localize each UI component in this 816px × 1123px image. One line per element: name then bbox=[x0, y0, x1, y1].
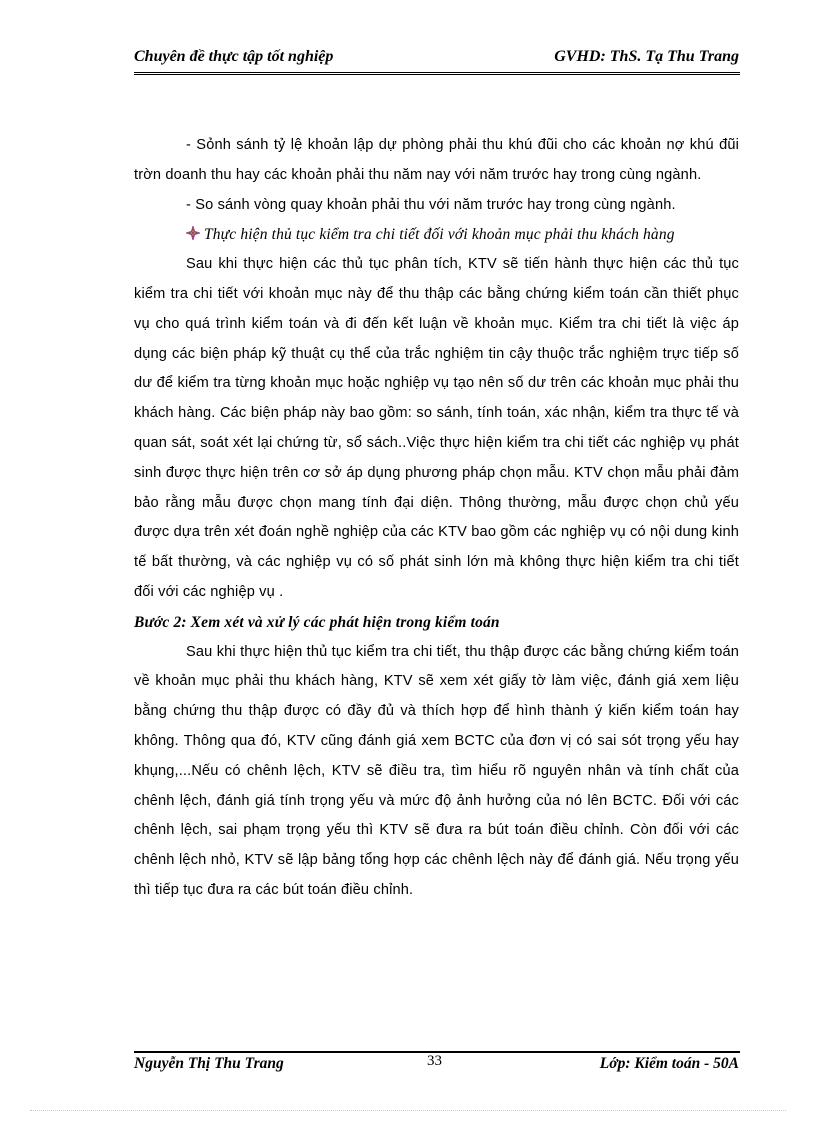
step-2-heading: Bước 2: Xem xét và xử lý các phát hiện trong kiểm toán bbox=[134, 613, 500, 631]
footer-class: Lớp: Kiểm toán - 50A bbox=[599, 1055, 739, 1072]
header-supervisor: GVHD: ThS. Tạ Thu Trang bbox=[554, 48, 739, 65]
paragraph-comparison-provision: - Sỏnh sánh tỷ lệ khoản lập dự phòng phải thu khú đũi cho các khoản nợ khú đũi trờn doanh thu hay các khoản phải thu năm nay với năm trước hay trong cùng ngành. bbox=[134, 137, 739, 183]
footer-author: Nguyễn Thị Thu Trang bbox=[134, 1055, 284, 1072]
header-title: Chuyên đề thực tập tốt nghiệp bbox=[134, 48, 334, 65]
subheading-text: Thực hiện thủ tục kiểm tra chi tiết đối với khoản mục phải thu khách hàng bbox=[204, 226, 675, 244]
page-header bbox=[134, 48, 739, 72]
subheading-detail-tests bbox=[134, 220, 739, 250]
page-edge-dotted-line bbox=[30, 1110, 786, 1111]
page-footer bbox=[134, 1055, 739, 1079]
header-divider bbox=[134, 72, 740, 75]
paragraph-review-findings: Sau khi thực hiện thủ tục kiểm tra chi tiết, thu thập được các bằng chứng kiểm toán về khoản mục phải thu khách hàng, KTV sẽ xem xét giấy tờ làm việc, đánh giá xem liệu bằng chứng thu thập được có đầy đủ và thích hợp để hình thành ý kiến kiểm toán hay không. Thông qua đó, KTV cũng đánh giá xem BCTC của đơn vị có sai sót trọng yếu hay khụng,...Nếu có chênh lệch, KTV sẽ điều tra, tìm hiểu rõ nguyên nhân và tính chất của chênh lệch, đánh giá tính trọng yếu và mức độ ảnh hưởng của nó lên BCTC. Đối với các chênh lệch, sai phạm trọng yếu thì KTV sẽ đưa ra bút toán điều chỉnh. Còn đối với các chênh lệch nhỏ, KTV sẽ lập bảng tổng hợp các chênh lệch này để đánh giá. Nếu trọng yếu thì tiếp tục đưa ra các bút toán điều chỉnh. bbox=[134, 643, 739, 898]
four-point-star-bullet-icon bbox=[186, 221, 200, 235]
page-number: 33 bbox=[427, 1053, 442, 1069]
paragraph-comparison-turnover: - So sánh vòng quay khoản phải thu với năm trước hay trong cùng ngành. bbox=[186, 196, 676, 213]
page-content bbox=[134, 131, 739, 906]
paragraph-detail-tests: Sau khi thực hiện các thủ tục phân tích, KTV sẽ tiến hành thực hiện các thủ tục kiểm tra chi tiết với khoản mục này để thu thập các bằng chứng kiểm toán cần thiết phục vụ cho quá trình kiểm toán và đi đến kết luận về khoản mục. Kiểm tra chi tiết là việc áp dụng các biện pháp kỹ thuật cụ thể của trắc nghiệm tin cậy thuộc trắc nghiệm trực tiếp số dư để kiểm tra từng khoản mục hoặc nghiệp vụ tạo nên số dư trên các khoản mục phải thu khách hàng. Các biện pháp này bao gồm: so sánh, tính toán, xác nhận, kiểm tra thực tế và quan sát, soát xét lại chứng từ, sổ sách..Việc thực hiện kiểm tra chi tiết các nghiệp vụ phát sinh được thực hiện trên cơ sở áp dụng phương pháp chọn mẫu. KTV chọn mẫu phải đảm bảo rằng mẫu được chọn mang tính đại diện. Thông thường, mẫu được chọn chủ yếu được dựa trên xét đoán nghề nghiệp của các KTV bao gồm các nghiệp vụ có nội dung kinh tế bất thường, và các nghiệp vụ có số phát sinh lớn mà không thực hiện kiểm tra chi tiết đối với các nghiệp vụ . bbox=[134, 256, 739, 600]
